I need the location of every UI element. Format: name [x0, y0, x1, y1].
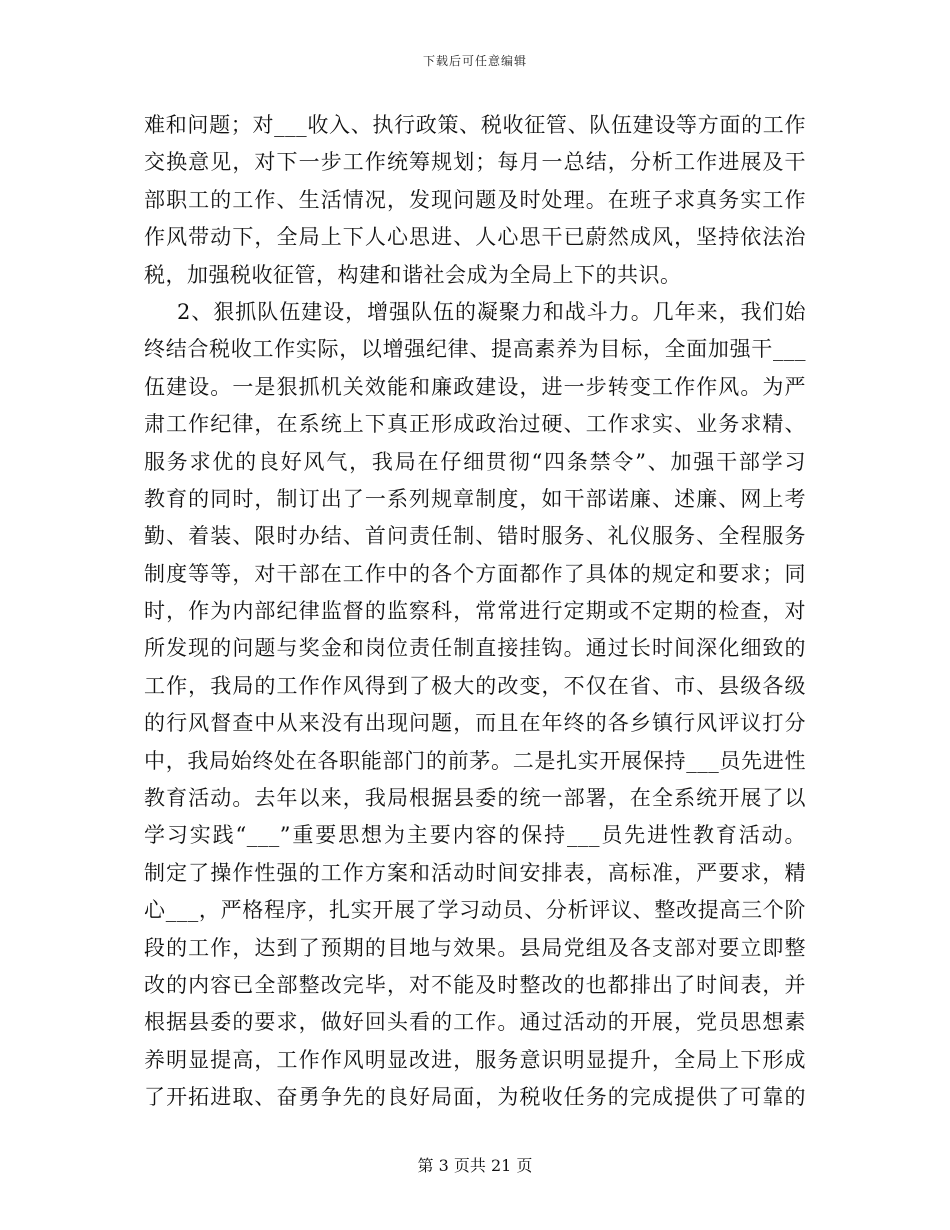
page-header: 下载后可任意编辑 — [422, 54, 527, 68]
text-line: 中，我局始终处在各职能部门的前茅。二是扎实开展保持___员先进性 — [144, 748, 806, 773]
text-line: 作风带动下，全局上下人心思进、人心思干已蔚然成风，坚持依法治 — [144, 225, 806, 250]
text-line: 终结合税收工作实际，以增强纪律、提高素养为目标，全面加强干___ — [144, 337, 806, 362]
text-line: 改的内容已全部整改完毕，对不能及时整改的也都排出了时间表，并 — [144, 972, 806, 997]
paragraph-start-line: 2、狠抓队伍建设，增强队伍的凝聚力和战斗力。几年来，我们始 — [177, 299, 806, 324]
text-line: 养明显提高，工作作风明显改进，服务意识明显提升，全局上下形成 — [144, 1047, 806, 1072]
text-line: 工作，我局的工作作风得到了极大的改变，不仅在省、市、县级各级 — [144, 673, 806, 698]
text-line: 教育活动。去年以来，我局根据县委的统一部署，在全系统开展了以 — [144, 786, 806, 811]
text-line: 段的工作，达到了预期的目地与效果。县局党组及各支部对要立即整 — [144, 935, 806, 960]
text-line: 伍建设。一是狠抓机关效能和廉政建设，进一步转变工作作风。为严 — [144, 374, 806, 399]
text-line: 了开拓进取、奋勇争先的良好局面，为税收任务的完成提供了可靠的 — [144, 1085, 806, 1110]
text-line: 交换意见，对下一步工作统筹规划；每月一总结，分析工作进展及干 — [144, 150, 806, 175]
text-line: 根据县委的要求，做好回头看的工作。通过活动的开展，党员思想素 — [144, 1010, 806, 1035]
text-line: 服务求优的良好风气，我局在仔细贯彻“四条禁令”、加强干部学习 — [144, 449, 806, 474]
text-line: 勤、着装、限时办结、首问责任制、错时服务、礼仪服务、全程服务 — [144, 524, 806, 549]
text-line: 制定了操作性强的工作方案和活动时间安排表，高标准，严要求，精 — [144, 860, 806, 885]
text-line: 学习实践“___”重要思想为主要内容的保持___员先进性教育活动。 — [144, 823, 806, 848]
page-number: 第 3 页共 21 页 — [417, 1156, 533, 1175]
text-line: 心___，严格程序，扎实开展了学习动员、分析评议、整改提高三个阶 — [144, 898, 806, 923]
text-line: 教育的同时，制订出了一系列规章制度，如干部诺廉、述廉、网上考 — [144, 486, 806, 511]
text-line: 部职工的工作、生活情况，发现问题及时处理。在班子求真务实工作 — [144, 187, 806, 212]
text-line: 难和问题；对___收入、执行政策、税收征管、队伍建设等方面的工作 — [144, 113, 806, 137]
text-line: 肃工作纪律，在系统上下真正形成政治过硬、工作求实、业务求精、 — [144, 412, 806, 437]
text-line: 制度等等，对干部在工作中的各个方面都作了具体的规定和要求；同 — [144, 561, 806, 586]
document-body — [144, 107, 806, 1117]
text-line: 税，加强税收征管，构建和谐社会成为全局上下的共识。 — [144, 262, 682, 287]
text-line: 所发现的问题与奖金和岗位责任制直接挂钩。通过长时间深化细致的 — [144, 636, 806, 661]
text-line: 时，作为内部纪律监督的监察科，常常进行定期或不定期的检查，对 — [144, 599, 806, 624]
text-line: 的行风督查中从来没有出现问题，而且在年终的各乡镇行风评议打分 — [144, 711, 806, 736]
